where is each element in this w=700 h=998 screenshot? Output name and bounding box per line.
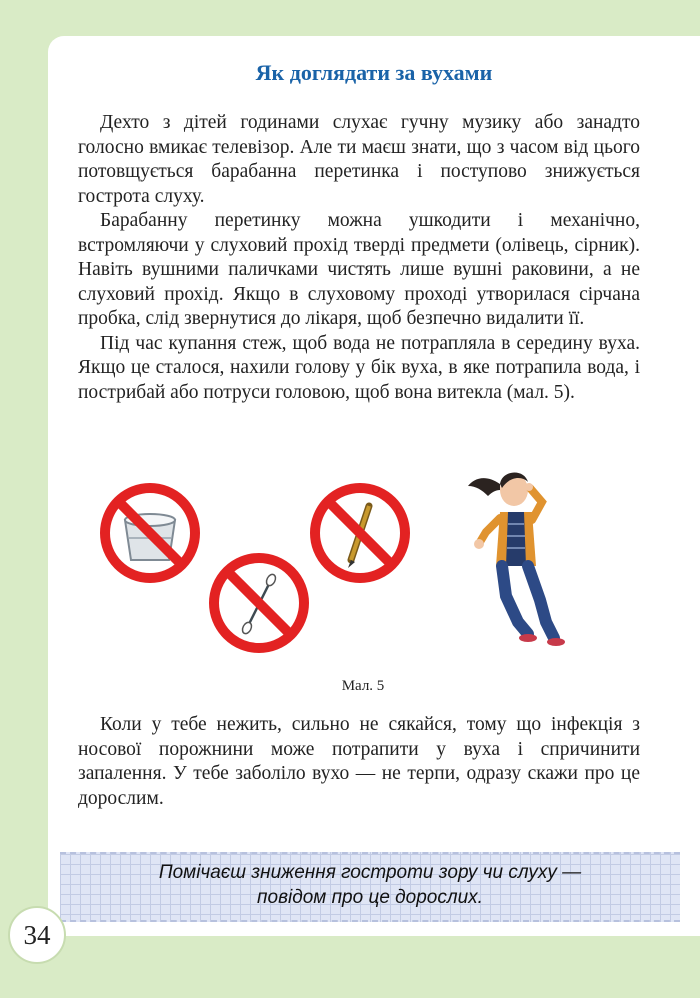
no-cotton-swab-sign <box>204 548 314 658</box>
page-number: 34 <box>8 906 66 964</box>
figure-caption: Мал. 5 <box>341 678 385 694</box>
no-pencil-sign <box>305 478 415 588</box>
no-bucket-sign <box>95 478 205 588</box>
page-title: Як доглядати за вухами <box>255 60 493 85</box>
paragraph-bathing: Під час купання стеж, щоб вода не потрапляла в середину вуха. Якщо це сталося, нахили голову у бік вуха, в яке потрапила вода, і пострибай або потруси головою, щоб вона витекла (мал. 5). <box>78 332 640 403</box>
note-text <box>60 860 680 910</box>
paragraph-eardrum: Барабанну перетинку можна ушкодити і механічно, встромляючи у слуховий прохід тверді предмети (олівець, сірник). Навіть вушними паличками чистять лише вушні раковини, а не слуховий прохід. Якщо в слуховому проході утворилася сірчана пробка, слід звернутися до лікаря, щоб безпечно видалити її. <box>78 210 640 329</box>
paragraph-runny-nose: Коли у тебе нежить, сильно не сякайся, тому що інфекція з носової порожнини може потрапити у вуха і спричинити запалення. У тебе заболіло вухо — не терпи, одразу скажи про це дорослим. <box>78 714 640 809</box>
note-line-1: Помічаєш зниження гостроти зору чи слуху — <box>158 862 582 883</box>
main-text <box>78 111 640 405</box>
bottom-text <box>78 713 640 811</box>
note-line-2: повідом про це дорослих. <box>257 887 483 908</box>
paragraph-loud-music: Дехто з дітей годинами слухає гучну музику або занадто голосно вмикає телевізор. Але ти маєш знати, що з часом від цього потовщується барабанна перетинка і поступово знижується гострота слуху. <box>78 112 640 207</box>
girl-jumping-illustration <box>462 462 572 652</box>
